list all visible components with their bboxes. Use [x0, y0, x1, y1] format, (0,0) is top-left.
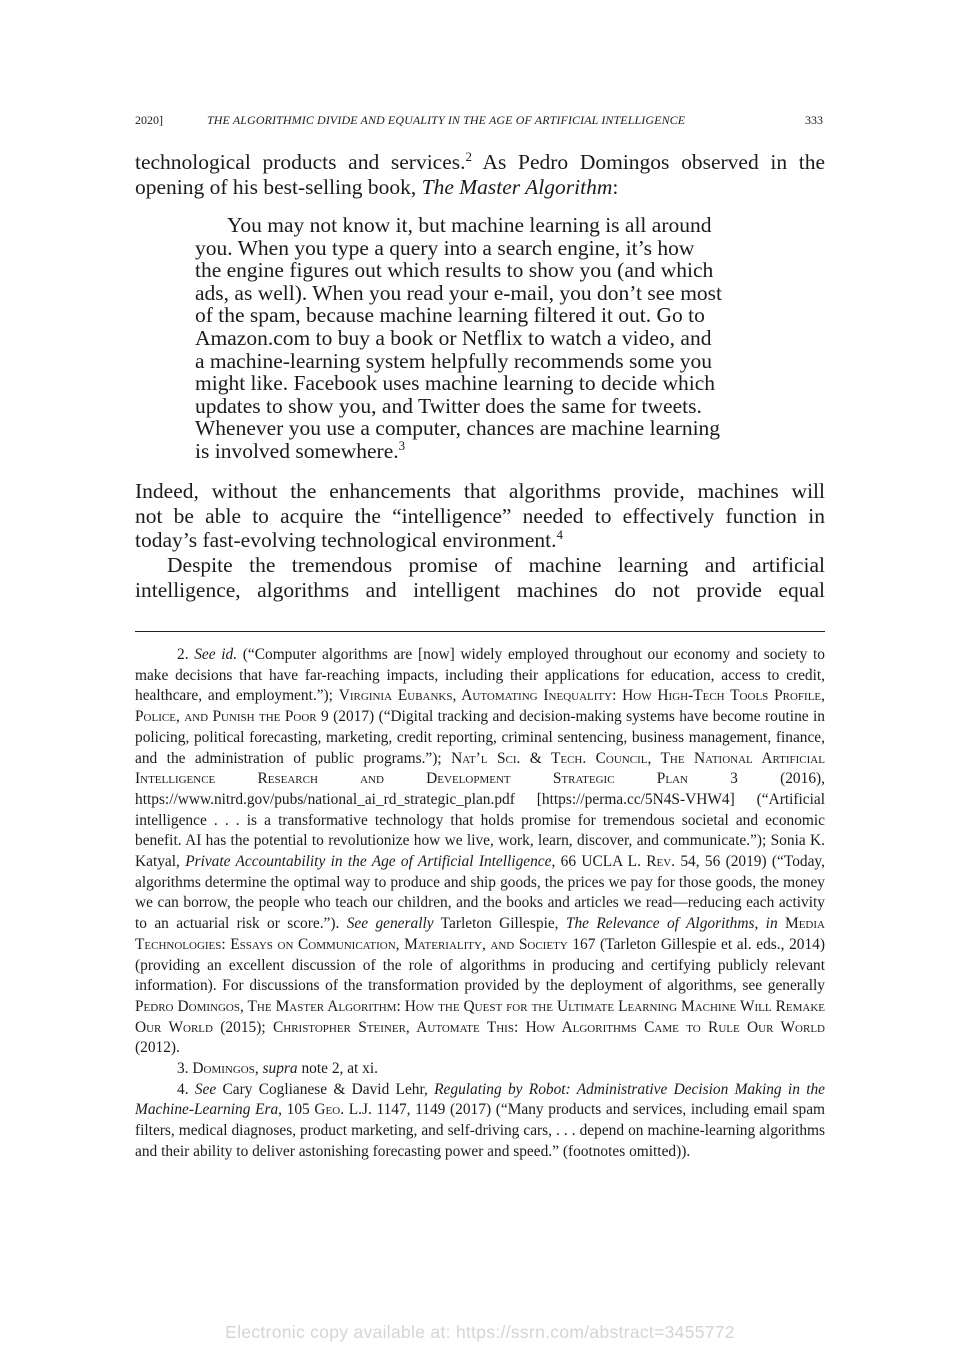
header-running-title: THE ALGORITHMIC DIVIDE AND EQUALITY IN THE AGE OF ARTIFICIAL INTELLIGENCE — [207, 113, 686, 127]
header-page-number: 333 — [805, 113, 823, 127]
block-quote — [195, 214, 765, 463]
quote-line: a machine-learning system helpfully recommends some you — [195, 348, 713, 373]
footnote-3: 3. Domingos, supra note 2, at xi. — [177, 1060, 378, 1078]
footnote-ref-3[interactable]: 3 — [398, 437, 406, 453]
footnotes — [135, 645, 825, 1163]
footnote-2: 2. See id. (“Computer algorithms are [now] widely employed throughout our economy and society to make decisions that have far-reaching impacts, including their applications for education, access to credit, healthcare, and employment.”); Virginia Eubanks, Automating Inequality: How High-Tech Tools Profile, Police, and Punish the Poor 9 (2017) (“Digital tracking and decision-making systems have become routine in policing, political forecasting, marketing, credit reporting, criminal sentencing, business management, finance, and the administration of public programs.”); Nat’l Sci. & Tech. Council, The National Artificial Intelligence Research and Development Strategic Plan 3 (2016), https://www.nitrd.gov/pubs/national_ai_rd_strategic_plan.pdf [https://perma.cc/5N4S-VHW4] (“Artificial intelligence . . . is a transformative technology that holds promise for tremendous societal and economic benefit. AI has the potential to revolutionize how we live, work, learn, discover, and communicate.”); Sonia K. Katyal, Private Accountability in the Age of Artificial Intelligence, 66 UCLA L. Rev. 54, 56 (2019) (“Today, algorithms determine the optimal way to produce and ship goods, the prices we pay for those goods, the money we can borrow, the people who teach our children, and the books and articles we read—reducing each activity to an actuarial risk or score.”). See generally Tarleton Gillespie, The Relevance of Algorithms, in Media Technologies: Essays on Communication, Materiality, and Society 167 (Tarleton Gillespie et al. eds., 2014) (providing an excellent discussion of the role of algorithms in producing and certifying publicly relevant information). For discussions of the transformation provided by the deployment of algorithms, see generally Pedro Domingos, The Master Algorithm: How the Quest for the Ultimate Learning Machine Will Remake Our World (2015); Christopher Steiner, Automate This: How Algorithms Came to Rule Our World (2012). — [135, 646, 825, 1057]
paragraph-line: opening of his best-selling book, The Master Algorithm: — [135, 174, 619, 199]
paragraph-line: today’s fast-evolving technological environment.$^4$ — [135, 526, 564, 552]
paragraph-line: Indeed, without the enhancements that algorithms provide, machines will — [135, 479, 825, 503]
paragraph-line: Despite the tremendous promise of machine learning and artificial — [167, 553, 825, 577]
quote-line: might like. Facebook uses machine learning to decide which — [195, 371, 716, 396]
footnote-ref-2[interactable]: 2 — [465, 148, 472, 164]
paragraph-despite — [135, 553, 825, 602]
quote-line: Whenever you use a computer, chances are machine learning — [195, 416, 721, 441]
footnote-ref-4[interactable]: 4 — [556, 526, 564, 542]
quote-line: Amazon.com to buy a book or Netflix to watch a video, and — [195, 325, 712, 350]
quote-line: the engine figures out which results to show you (and which — [195, 258, 714, 283]
quote-line: ads, as well). When you read your e-mail, you don’t see most — [195, 280, 723, 305]
running-header — [135, 113, 825, 129]
paragraph-line: technological products and services.$^2$ As Pedro Domingos observed in the — [135, 148, 825, 174]
quote-line: you. When you type a query into a search engine, it’s how — [195, 235, 695, 260]
paragraph-line: intelligence, algorithms and intelligent machines do not provide equal — [135, 577, 825, 602]
quote-line: updates to show you, and Twitter does the same for tweets. — [195, 393, 702, 418]
header-year: 2020] — [135, 113, 163, 127]
quote-line: You may not know it, but machine learning is all around — [227, 213, 712, 237]
paragraph-intro — [135, 150, 825, 199]
quote-line: of the spam, because machine learning filtered it out. Go to — [195, 303, 705, 328]
ssrn-footer-watermark: Electronic copy available at: https://ssrn.com/abstract=3455772 — [225, 1322, 735, 1342]
paragraph-line: not be able to acquire the “intelligence” needed to effectively function in — [135, 503, 825, 528]
paragraph-indeed — [135, 479, 825, 553]
quote-line: is involved somewhere.$^3$ — [195, 437, 406, 463]
footnote-divider — [135, 631, 825, 632]
footnote-4: 4. See Cary Coglianese & David Lehr, Regulating by Robot: Administrative Decision Making in the Machine-Learning Era, 105 Geo. L.J. 1147, 1149 (2017) (“Many products and services, including email spam filters, medical diagnoses, product marketing, and self-driving cars, . . . depend on machine-learning algorithms and their ability to deliver astonishing forecasting power and speed.” (footnotes omitted)). — [135, 1080, 825, 1160]
book-title: The Master Algorithm — [421, 174, 613, 199]
